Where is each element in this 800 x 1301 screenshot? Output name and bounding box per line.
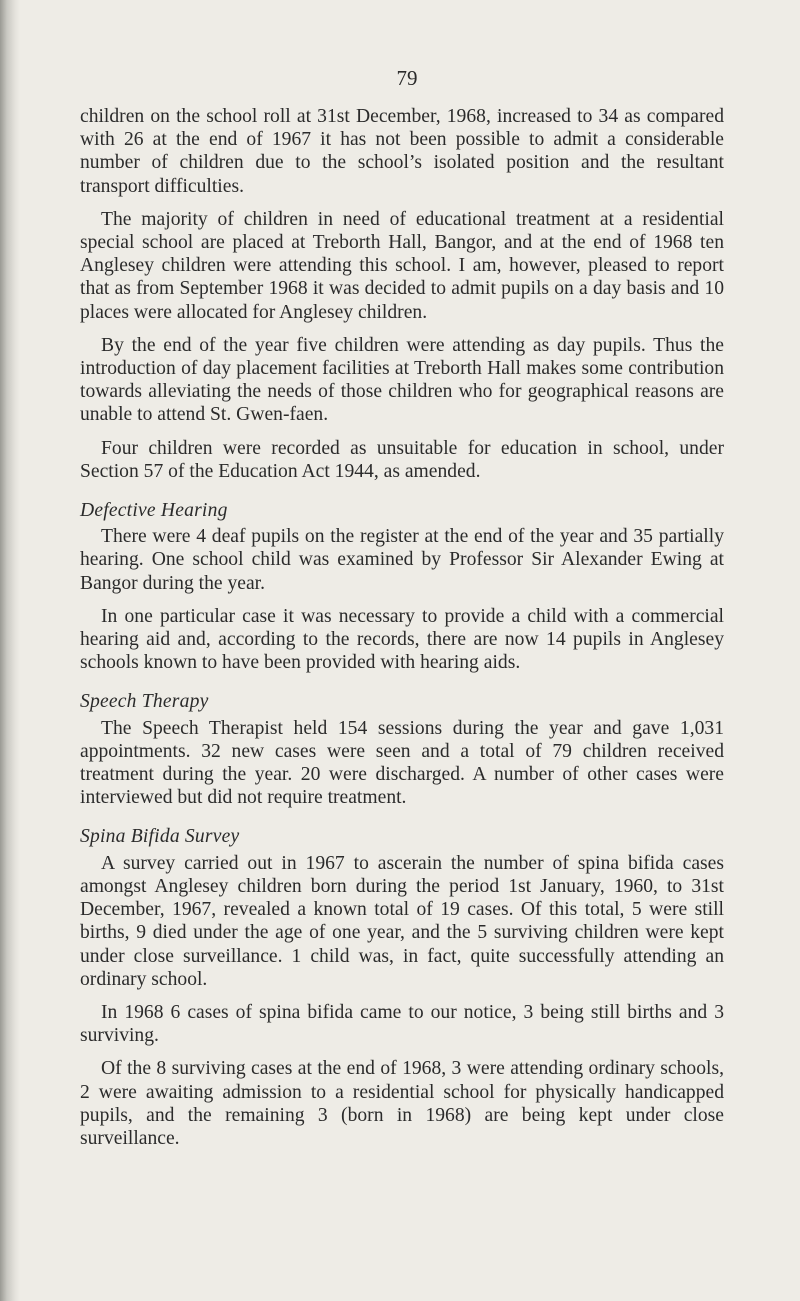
section-heading-spina-bifida-survey: Spina Bifida Survey (80, 826, 240, 848)
binding-edge-shadow (0, 0, 20, 1301)
spina-bifida-paragraph-3: Of the 8 surviving cases at the end of 1968, 3 were attending ordinary schools, 2 were awaiting admission to a residential school for physically handicapped pupils, and the remaining 3 (born in 1968) are being kept under close surveillance. (80, 1058, 724, 1149)
intro-paragraph-2: The majority of children in need of educational treatment at a residential special school are placed at Treborth Hall, Bangor, and at the end of 1968 ten Anglesey children were attending this school. I am, however, pleased to report that as from September 1968 it was decided to admit pupils on a day basis and 10 places were allocated for Anglesey children. (80, 208, 724, 323)
intro-paragraph-4: Four children were recorded as unsuitable for education in school, under Section 57 of the Education Act 1944, as amended. (80, 437, 724, 482)
intro-paragraph-1: children on the school roll at 31st December, 1968, increased to 34 as compared with 26 at the end of 1967 it has not been possible to admit a considerable number of children due to the school’s isolated position and the resultant transport difficulties. (80, 106, 724, 197)
spina-bifida-paragraph-2: In 1968 6 cases of spina bifida came to our notice, 3 being still births and 3 surviving. (80, 1001, 724, 1047)
defective-hearing-paragraph-2: In one particular case it was necessary to provide a child with a commercial hearing aid and, according to the records, there are now 14 pupils in Anglesey schools known to have been provided with hearing aids. (80, 605, 724, 674)
intro-paragraph-3: By the end of the year five children were attending as day pupils. Thus the introduction of day placement facilities at Treborth Hall makes some contribution towards alleviating the needs of those children who for geographical reasons are unable to attend St. Gwen-faen. (80, 334, 724, 426)
defective-hearing-paragraph-1: There were 4 deaf pupils on the register at the end of the year and 35 partially hearing. One school child was examined by Professor Sir Alexander Ewing at Bangor during the year. (80, 526, 724, 594)
page-number: 79 (396, 66, 418, 90)
document-page (80, 66, 724, 1160)
section-heading-speech-therapy: Speech Therapy (80, 691, 209, 713)
spina-bifida-paragraph-1: A survey carried out in 1967 to ascerain the number of spina bifida cases amongst Anglesey children born during the period 1st January, 1960, to 31st December, 1967, revealed a known total of 19 cases. Of this total, 5 were still births, 9 died under the age of one year, and the 5 surviving children were kept under close surveillance. 1 child was, in fact, quite successfully attending an ordinary school. (80, 852, 724, 990)
speech-therapy-paragraph-1: The Speech Therapist held 154 sessions during the year and gave 1,031 appointments. 32 new cases were seen and a total of 79 children received treatment during the year. 20 were discharged. A number of other cases were interviewed but did not require treatment. (80, 717, 724, 809)
section-heading-defective-hearing: Defective Hearing (80, 500, 228, 522)
